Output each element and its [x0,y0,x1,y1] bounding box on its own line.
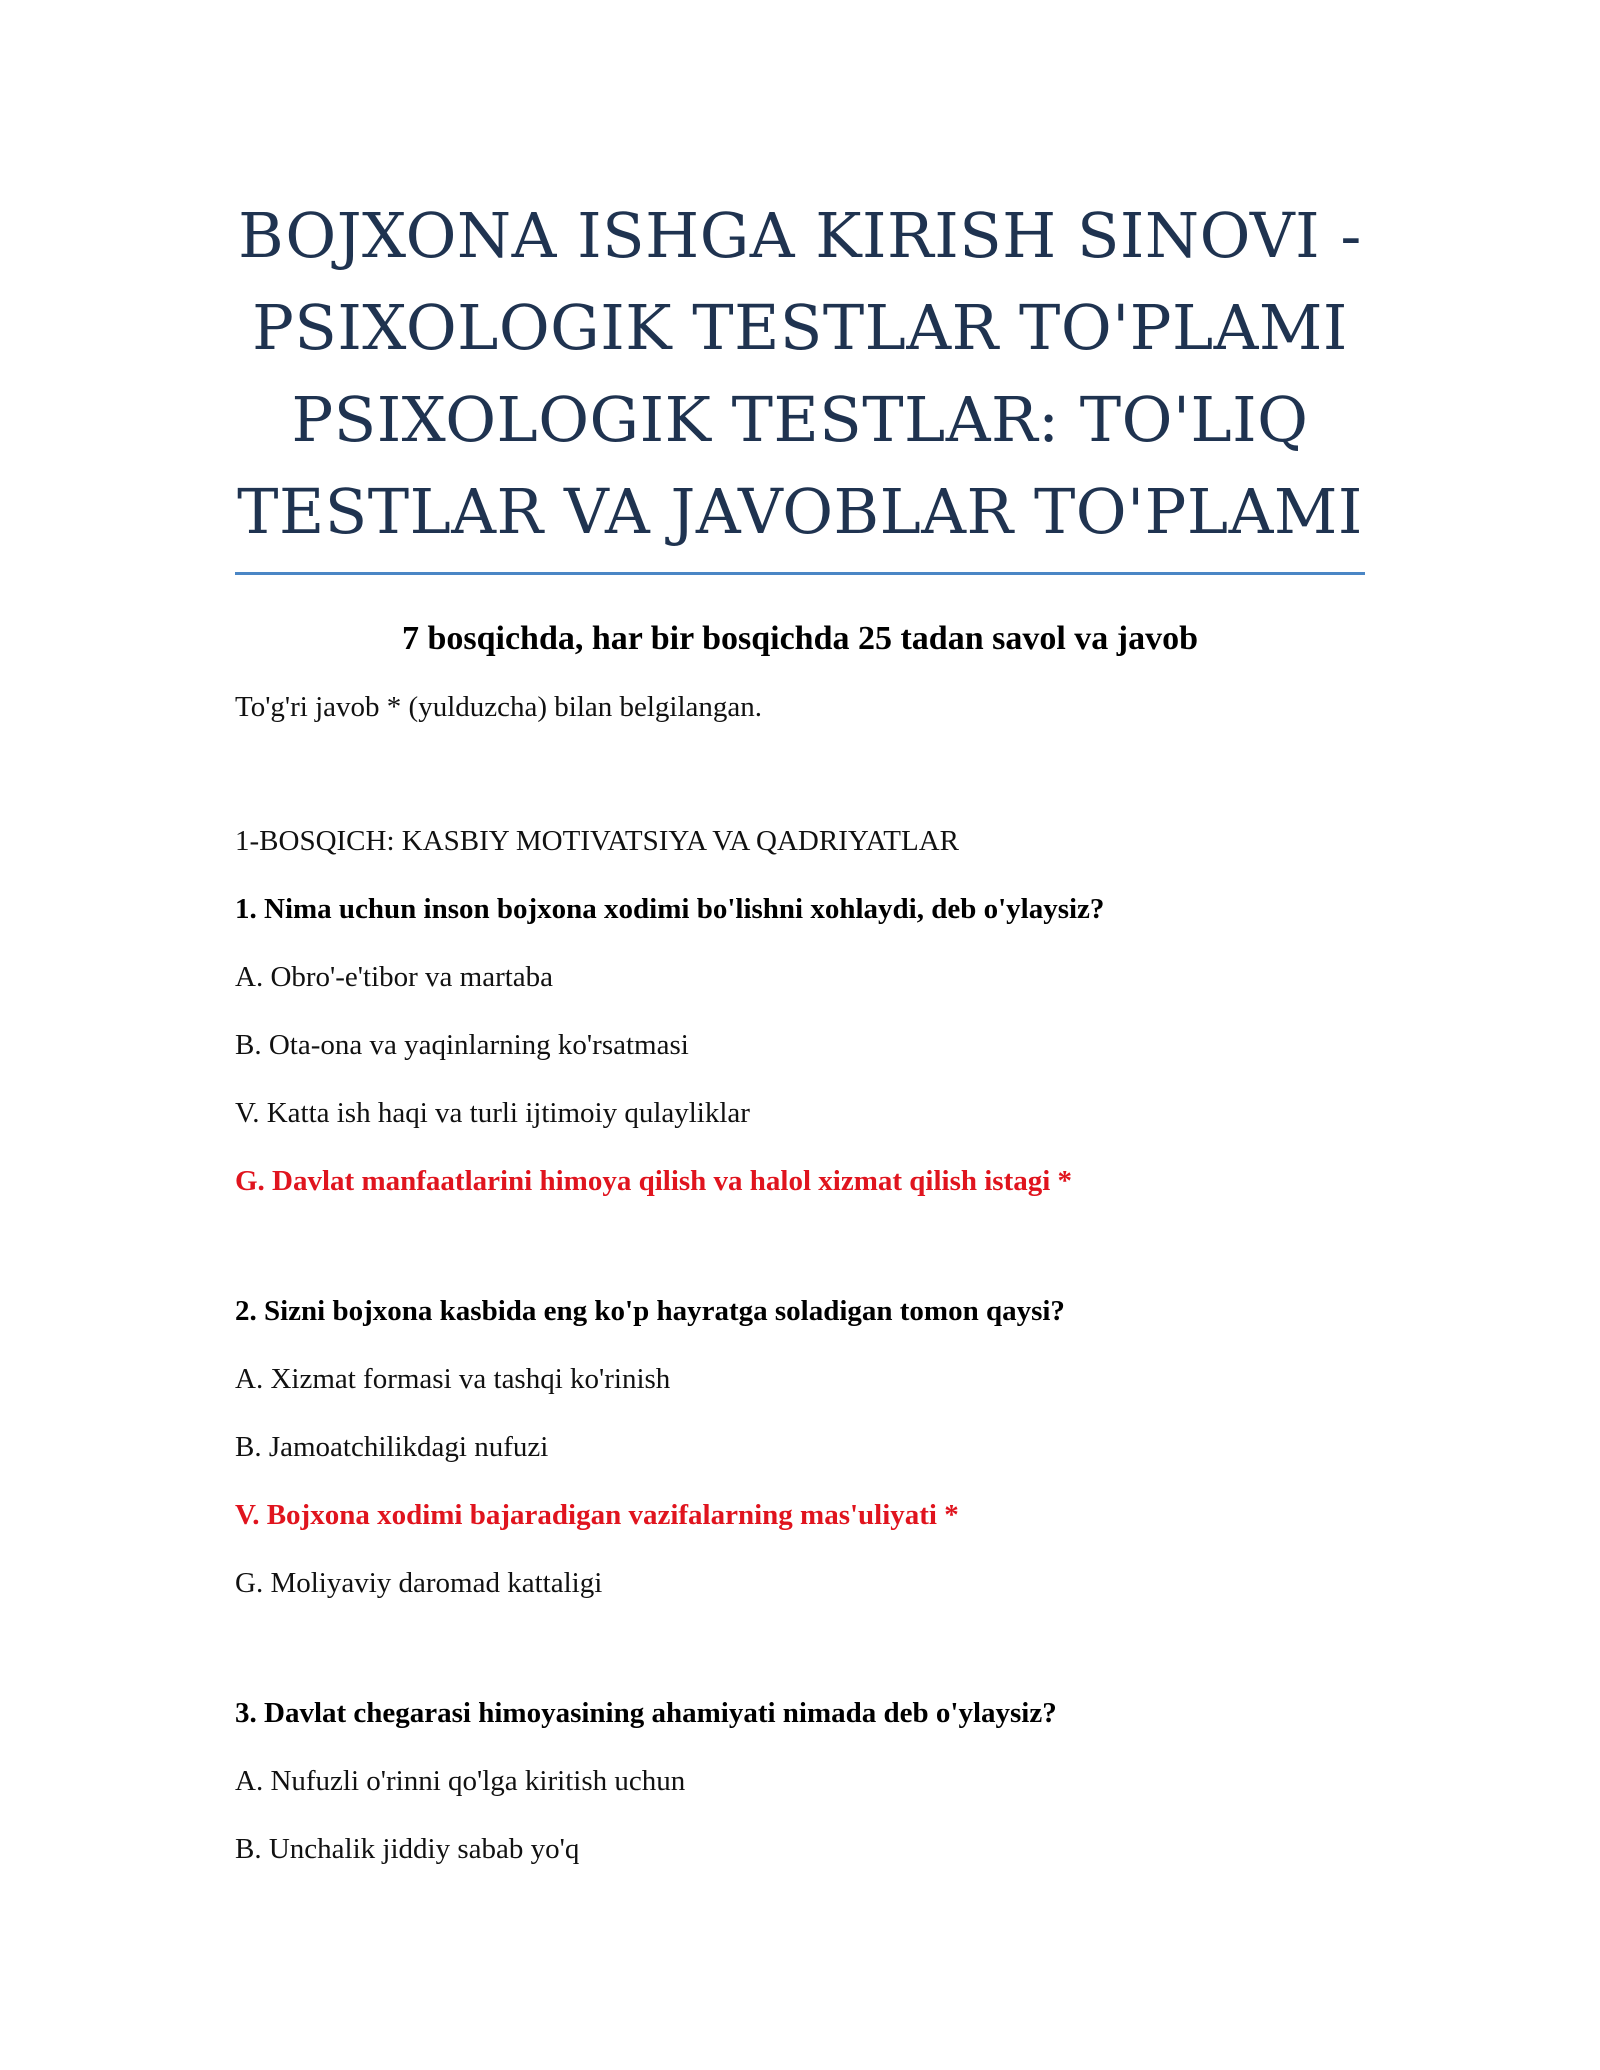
question-1 [235,889,1365,1201]
answer-option: G. Moliyaviy daromad kattaligi [235,1567,603,1599]
answer-option: A. Xizmat formasi va tashqi ko'rinish [235,1363,671,1395]
answer-option: B. Ota-ona va yaqinlarning ko'rsatmasi [235,1029,689,1061]
answer-option: A. Nufuzli o'rinni qo'lga kiritish uchun [235,1765,686,1797]
question-text: 3. Davlat chegarasi himoyasining ahamiyati nimada deb o'ylaysiz? [235,1697,1057,1729]
answer-option: B. Unchalik jiddiy sabab yo'q [235,1833,580,1865]
title-line: PSIXOLOGIK TESTLAR: TO'LIQ [291,383,1309,456]
title-line: TESTLAR VA JAVOBLAR TO'PLAMI [237,475,1363,548]
section-heading: 1-BOSQICH: KASBIY MOTIVATSIYA VA QADRIYATLAR [235,825,960,857]
question-text: 2. Sizni bojxona kasbida eng ko'p hayratga soladigan tomon qaysi? [235,1295,1065,1327]
question-3 [235,1693,1365,1869]
document-page [235,190,1365,1869]
answer-option: V. Katta ish haqi va turli ijtimoiy qulayliklar [235,1097,750,1129]
correct-answer-option: V. Bojxona xodimi bajaradigan vazifalarning mas'uliyati * [235,1499,959,1531]
document-subtitle: 7 bosqichda, har bir bosqichda 25 tadan savol va javob [401,620,1199,657]
document-title [235,190,1365,558]
answer-key-note: To'g'ri javob * (yulduzcha) bilan belgilangan. [235,691,763,723]
question-text: 1. Nima uchun inson bojxona xodimi bo'lishni xohlaydi, deb o'ylaysiz? [235,893,1105,925]
question-2 [235,1291,1365,1603]
title-line: BOJXONA ISHGA KIRISH SINOVI - [238,199,1362,272]
title-block [235,190,1365,575]
correct-answer-option: G. Davlat manfaatlarini himoya qilish va halol xizmat qilish istagi * [235,1165,1073,1197]
answer-option: B. Jamoatchilikdagi nufuzi [235,1431,549,1463]
answer-option: A. Obro'-e'tibor va martaba [235,961,554,993]
title-line: PSIXOLOGIK TESTLAR TO'PLAMI [252,291,1348,364]
